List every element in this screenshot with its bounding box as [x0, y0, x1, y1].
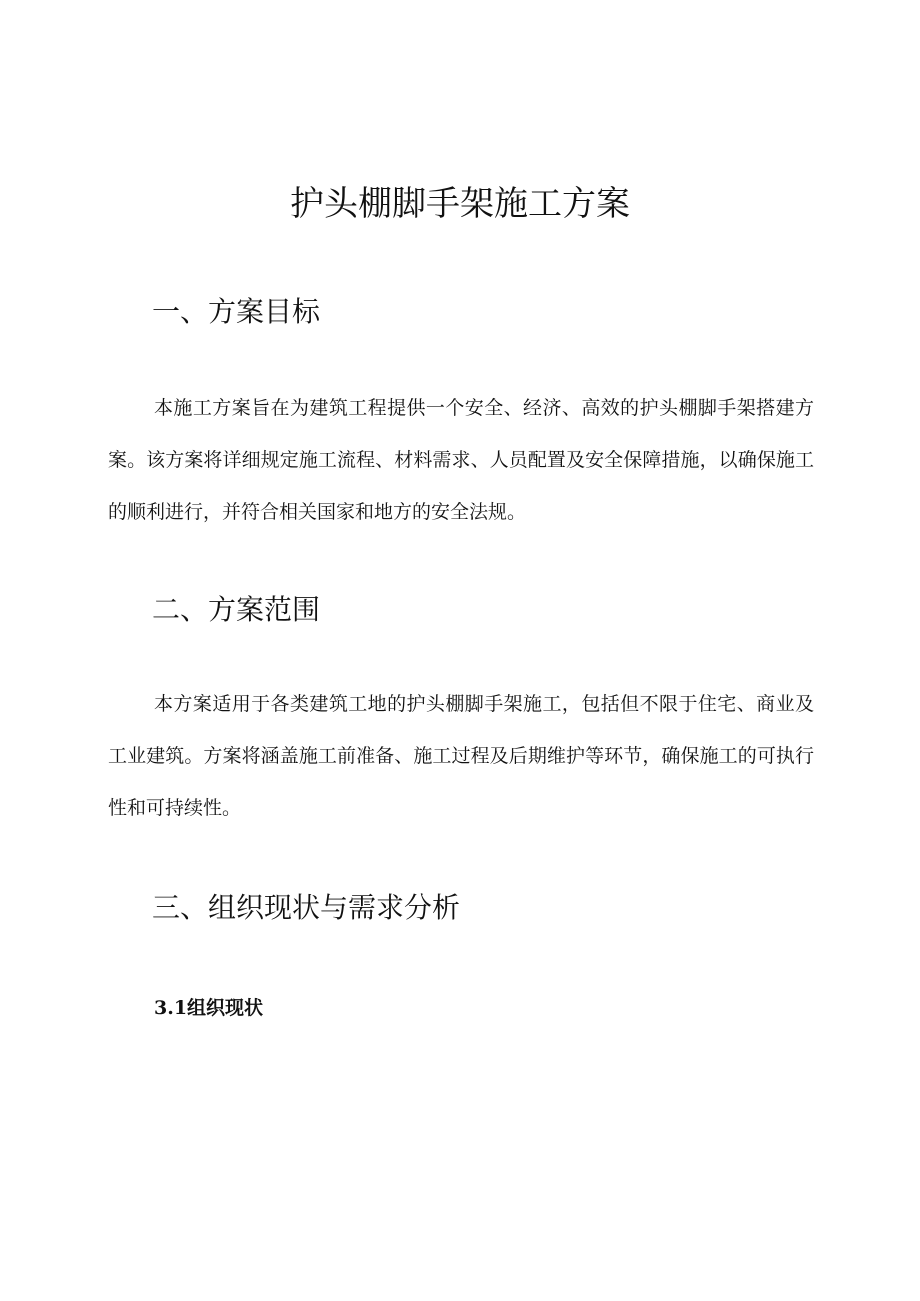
subsection-heading-status: 3.1组织现状	[154, 997, 264, 1019]
section-paragraph-goal: 本施工方案旨在为建筑工程提供一个安全、经济、高效的护头棚脚手架搭建方案。该方案将详细规定施工流程、材料需求、人员配置及安全保障措施，以确保施工的顺利进行，并符合相关国家和地方的安全法规。	[108, 397, 814, 523]
section-heading-goal: 一、方案目标	[152, 295, 321, 328]
section-heading-analysis: 三、组织现状与需求分析	[152, 891, 461, 924]
section-heading-scope: 二、方案范围	[152, 593, 321, 626]
section-paragraph-scope: 本方案适用于各类建筑工地的护头棚脚手架施工，包括但不限于住宅、商业及工业建筑。方案将涵盖施工前准备、施工过程及后期维护等环节，确保施工的可执行性和可持续性。	[108, 693, 814, 819]
document-title: 护头棚脚手架施工方案	[290, 184, 630, 224]
